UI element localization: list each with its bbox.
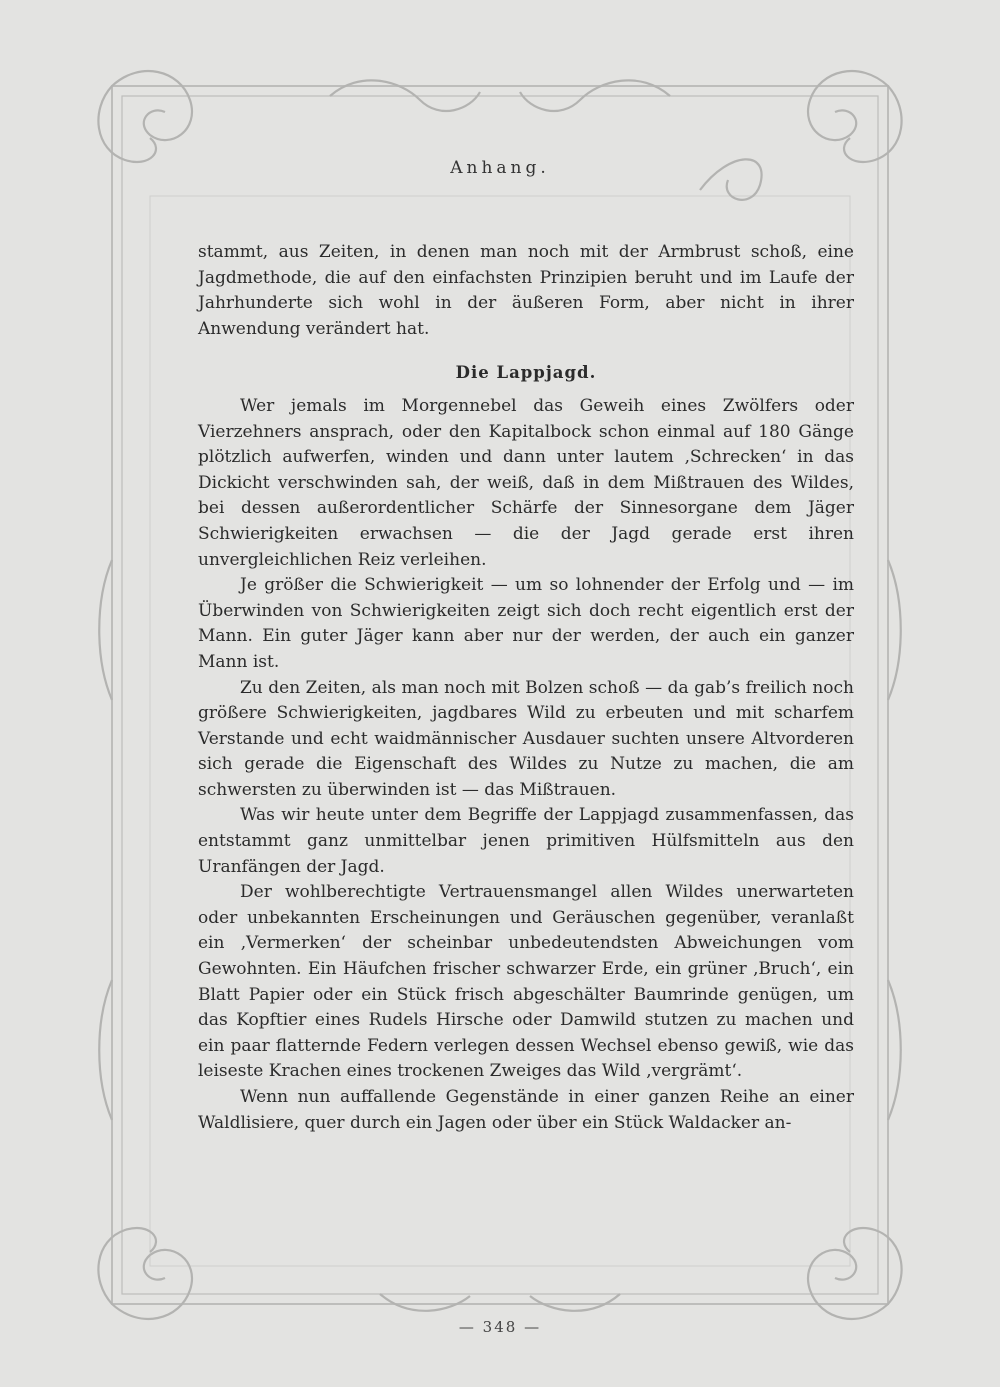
page-number: — 348 — bbox=[458, 1318, 542, 1336]
body-text bbox=[198, 240, 854, 1136]
section-heading: Die Lappjagd. bbox=[455, 363, 597, 383]
paragraph: Was wir heute unter dem Begriffe der Lappjagd zusammenfassen, das entstammt ganz unmittelbar jenen primitiven Hülfsmitteln aus den Uranfängen der Jagd. bbox=[198, 805, 854, 877]
paragraph: stammt, aus Zeiten, in denen man noch mit der Armbrust schoß, eine Jagdmethode, die auf den einfachsten Prinzipien beruht und im Laufe der Jahrhunderte sich wohl in der äußeren Form, aber nicht in ihrer Anwendung verändert hat. bbox=[198, 242, 854, 339]
paragraph: Je größer die Schwierigkeit — um so lohnender der Erfolg und — im Überwinden von Schwierigkeiten zeigt sich doch recht eigentlich erst der Mann. Ein guter Jäger kann aber nur der werden, der auch ein ganzer Mann ist. bbox=[198, 575, 854, 672]
paragraph: Der wohlberechtigte Vertrauensmangel allen Wildes unerwarteten oder unbekannten Erscheinungen und Geräuschen gegenüber, veranlaßt ein ‚Vermerken‘ der scheinbar unbedeutendsten Abweichungen vom Gewohnten. Ein Häufchen frischer schwarzer Erde, ein grüner ‚Bruch‘, ein Blatt Papier oder ein Stück frisch abgeschälter Baumrinde genügen, um das Kopftier eines Rudels Hirsche oder Damwild stutzen zu machen und ein paar flatternde Federn verlegen dessen Wechsel ebenso gewiß, wie das leiseste Krachen eines trockenen Zweiges das Wild ‚vergrämt‘. bbox=[198, 882, 854, 1082]
paragraph: Wer jemals im Morgennebel das Geweih eines Zwölfers oder Vierzehners ansprach, oder den Kapitalbock schon einmal auf 180 Gänge plötzlich aufwerfen, winden und dann unter lautem ‚Schrecken‘ in das Dickicht verschwinden sah, der weiß, daß in dem Mißtrauen des Wildes, bei dessen außerordentlicher Schärfe der Sinnesorgane dem Jäger Schwierigkeiten erwachsen — die der Jagd gerade erst ihren unvergleichlichen Reiz verleihen. bbox=[198, 395, 854, 570]
running-header: Anhang. bbox=[450, 158, 550, 178]
paragraph: Wenn nun auffallende Gegenstände in einer ganzen Reihe an einer Waldlisiere, quer durch ein Jagen oder über ein Stück Waldacker an- bbox=[198, 1087, 854, 1133]
paragraph: Zu den Zeiten, als man noch mit Bolzen schoß — da gab’s freilich noch größere Schwierigkeiten, jagdbares Wild zu erbeuten und mit scharfem Verstande und echt waidmännischer Ausdauer suchten unsere Altvorderen sich gerade die Eigenschaft des Wildes zu Nutze zu machen, die am schwersten zu überwinden ist — das Mißtrauen. bbox=[198, 677, 854, 800]
